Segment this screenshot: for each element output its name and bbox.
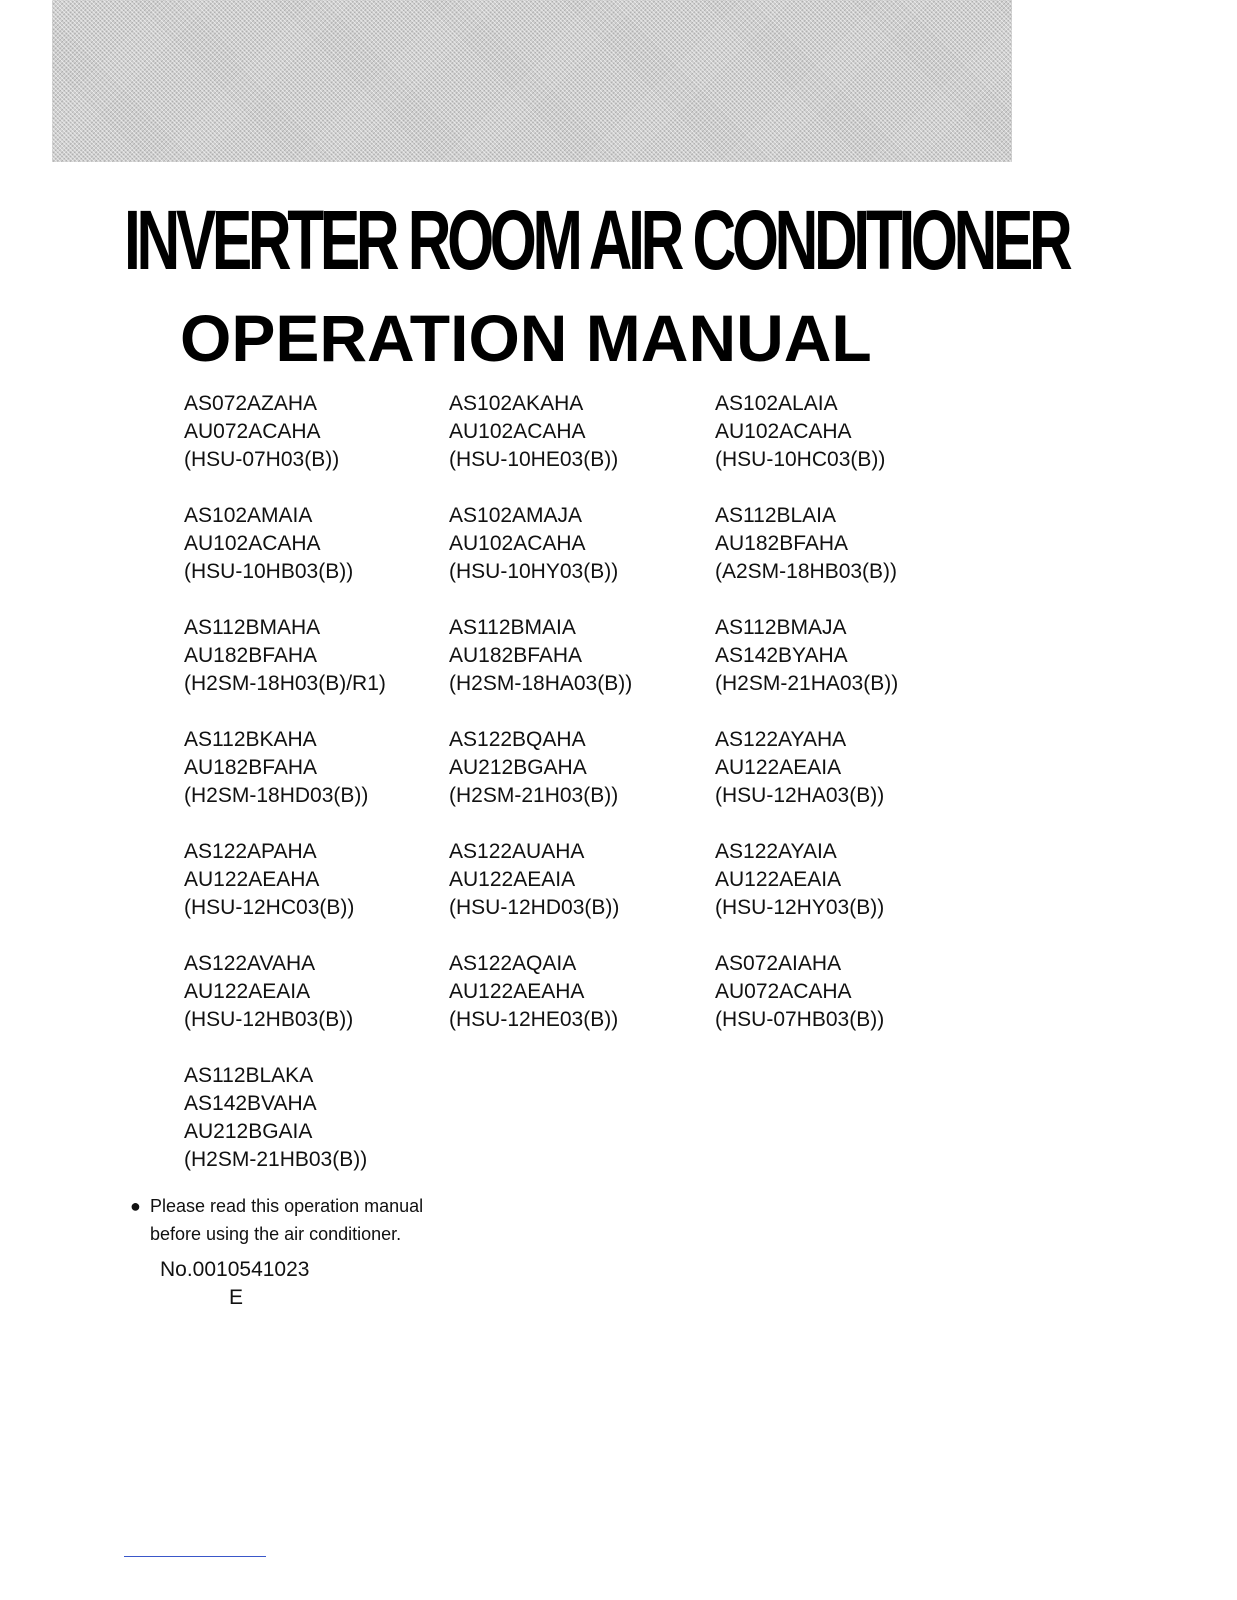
product-title: INVERTER ROOM AIR CONDITIONER	[124, 193, 1069, 287]
model-group	[449, 614, 715, 698]
model-code: AU122AEAHA	[184, 868, 320, 891]
model-code: AU072ACAHA	[715, 980, 852, 1003]
model-code: AS112BMAHA	[184, 616, 321, 639]
model-code: AS112BLAKA	[184, 1064, 314, 1087]
model-group	[449, 390, 715, 474]
model-group	[715, 614, 984, 698]
model-code: AU102ACAHA	[715, 420, 852, 443]
model-code: AS122APAHA	[184, 840, 317, 863]
model-code: (H2SM-21HA03(B))	[715, 672, 899, 695]
model-code: (HSU-07H03(B))	[184, 448, 340, 471]
model-code: AU212BGAIA	[184, 1120, 313, 1143]
model-code: AS072AZAHA	[184, 392, 318, 415]
model-code: AS112BKAHA	[184, 728, 317, 751]
model-code: AU122AEAIA	[184, 980, 311, 1003]
model-code: AS142BYAHA	[715, 644, 848, 667]
model-group	[449, 950, 715, 1034]
model-group	[184, 390, 449, 474]
model-group	[184, 726, 449, 810]
model-code: (HSU-10HY03(B))	[449, 560, 619, 583]
model-code: AU102ACAHA	[184, 532, 321, 555]
model-group	[184, 614, 449, 698]
header-pattern-band	[52, 0, 1012, 162]
model-group	[449, 838, 715, 922]
footer-link-rule	[124, 1556, 266, 1557]
model-group	[184, 950, 449, 1034]
read-manual-note	[130, 1192, 423, 1248]
model-code: AU122AEAIA	[449, 868, 576, 891]
model-code: AU102ACAHA	[449, 532, 586, 555]
model-group	[715, 726, 984, 810]
model-group	[449, 726, 715, 810]
model-code: AS112BMAIA	[449, 616, 576, 639]
document-number: No.0010541023	[160, 1258, 310, 1281]
model-code: AS072AIAHA	[715, 952, 842, 975]
model-group	[715, 950, 984, 1034]
model-code: (HSU-12HA03(B))	[715, 784, 885, 807]
model-code: AS122AQAIA	[449, 952, 577, 975]
model-code: AU122AEAHA	[449, 980, 585, 1003]
model-code: (H2SM-21HB03(B))	[184, 1148, 368, 1171]
model-code: AS122AYAHA	[715, 728, 847, 751]
model-code: (HSU-12HE03(B))	[449, 1008, 619, 1031]
language-code: E	[229, 1286, 244, 1309]
note-line-2: before using the air conditioner.	[150, 1224, 402, 1244]
model-code: AU182BFAHA	[715, 532, 849, 555]
model-code: (HSU-10HC03(B))	[715, 448, 886, 471]
model-code: AU182BFAHA	[449, 644, 583, 667]
model-code: AS122AYAIA	[715, 840, 837, 863]
model-code: AU182BFAHA	[184, 756, 318, 779]
model-code: AS102AKAHA	[449, 392, 584, 415]
model-code: (A2SM-18HB03(B))	[715, 560, 898, 583]
model-group	[715, 502, 984, 586]
model-code: AS102AMAIA	[184, 504, 313, 527]
model-code: (HSU-12HB03(B))	[184, 1008, 354, 1031]
model-group	[715, 390, 984, 474]
model-group	[184, 838, 449, 922]
model-code: AS142BVAHA	[184, 1092, 317, 1115]
model-code: AS122BQAHA	[449, 728, 586, 751]
model-group	[184, 1062, 449, 1174]
model-code: (HSU-10HB03(B))	[184, 560, 354, 583]
model-code: (H2SM-18HD03(B))	[184, 784, 369, 807]
model-code: (HSU-10HE03(B))	[449, 448, 619, 471]
model-code: (H2SM-18H03(B)/R1)	[184, 672, 386, 695]
note-line-1: Please read this operation manual	[150, 1196, 424, 1216]
model-code: AU182BFAHA	[184, 644, 318, 667]
model-code: AS112BLAIA	[715, 504, 837, 527]
model-code: (H2SM-18HA03(B))	[449, 672, 633, 695]
model-code: (HSU-12HY03(B))	[715, 896, 885, 919]
model-code: AS122AVAHA	[184, 952, 316, 975]
model-group	[715, 838, 984, 922]
model-code: AS112BMAJA	[715, 616, 847, 639]
model-code: AU122AEAIA	[715, 756, 842, 779]
model-code: (H2SM-21H03(B))	[449, 784, 619, 807]
model-code: (HSU-12HC03(B))	[184, 896, 355, 919]
model-code: (HSU-12HD03(B))	[449, 896, 620, 919]
model-code: AS102ALAIA	[715, 392, 838, 415]
model-group	[449, 502, 715, 586]
manual-subtitle: OPERATION MANUAL	[180, 301, 872, 375]
model-code: AU102ACAHA	[449, 420, 586, 443]
model-code: AU072ACAHA	[184, 420, 321, 443]
model-code: AU212BGAHA	[449, 756, 587, 779]
model-group	[184, 502, 449, 586]
bullet-icon: ●	[130, 1196, 141, 1216]
model-code: AS102AMAJA	[449, 504, 583, 527]
model-code: AU122AEAIA	[715, 868, 842, 891]
model-code: AS122AUAHA	[449, 840, 585, 863]
model-code: (HSU-07HB03(B))	[715, 1008, 885, 1031]
model-list	[184, 390, 984, 1174]
